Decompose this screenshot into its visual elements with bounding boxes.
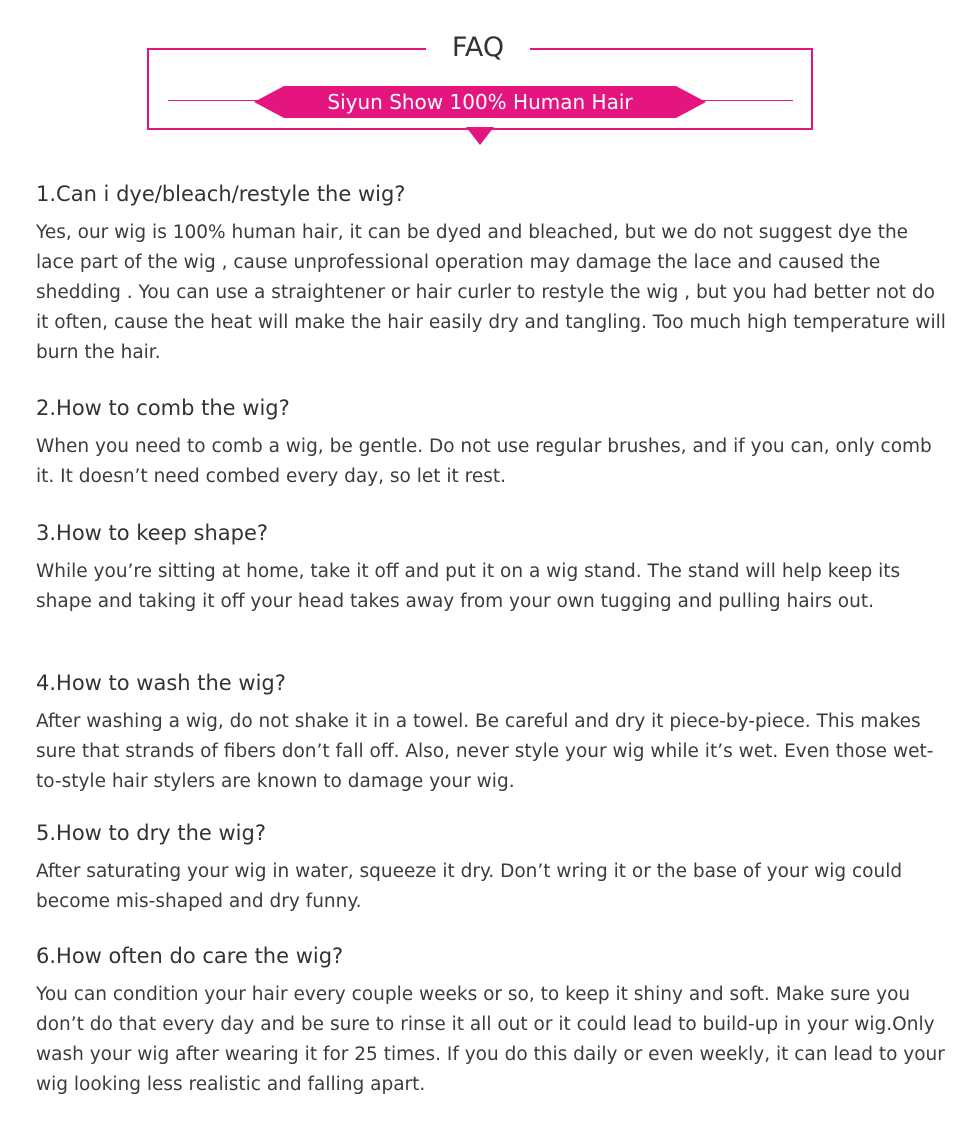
faq-answer: While you’re sitting at home, take it off and put it on a wig stand. The stand will help keep its shape and taking it off your head takes away from your own tugging and pulling hairs out. — [36, 561, 901, 612]
banner-line-left — [168, 100, 268, 101]
faq-answer: After washing a wig, do not shake it in a towel. Be careful and dry it piece-by-piece. This makes sure that strands of fibers don’t fall off. Also, never style your wig while it’s wet. Even those wet-to-style hair stylers are known to damage your wig. — [36, 711, 934, 792]
faq-answer: You can condition your hair every couple weeks or so, to keep it shiny and soft. Make sure you don’t do that every day and be sure to rinse it all out or it could lead to build-up in your wig.Only wash your wig after wearing it for 25 times. If you do this daily or even weekly, it can lead to your wig looking less realistic and falling apart. — [36, 984, 945, 1095]
faq-item — [36, 665, 946, 797]
faq-item — [36, 938, 946, 1100]
banner-text: Siyun Show 100% Human Hair — [327, 90, 633, 114]
faq-item — [36, 815, 946, 917]
faq-answer: Yes, our wig is 100% human hair, it can be dyed and bleached, but we do not suggest dye the lace part of the wig , cause unprofessional operation may damage the lace and caused the shedding . You can use a straightener or hair curler to restyle the wig , but you had better not do it often, cause the heat will make the hair easily dry and tangling. Too much high temperature will burn the hair. — [36, 222, 946, 363]
banner-line-right — [692, 100, 793, 101]
faq-question: 2.How to comb the wig? — [36, 396, 290, 420]
down-pointer-icon — [466, 127, 494, 147]
faq-question: 1.Can i dye/bleach/restyle the wig? — [36, 182, 406, 206]
faq-question: 4.How to wash the wig? — [36, 671, 286, 695]
faq-answer: After saturating your wig in water, squeeze it dry. Don’t wring it or the base of your wig could become mis-shaped and dry funny. — [36, 861, 903, 912]
faq-question: 5.How to dry the wig? — [36, 821, 266, 845]
faq-item — [36, 390, 946, 492]
faq-question: 6.How often do care the wig? — [36, 944, 344, 968]
faq-question: 3.How to keep shape? — [36, 521, 269, 545]
faq-item — [36, 176, 946, 368]
brand-banner — [254, 86, 706, 118]
page-title: FAQ — [451, 32, 505, 63]
faq-item — [36, 515, 946, 617]
faq-answer: When you need to comb a wig, be gentle. Do not use regular brushes, and if you can, only comb it. It doesn’t need combed every day, so let it rest. — [36, 436, 932, 487]
